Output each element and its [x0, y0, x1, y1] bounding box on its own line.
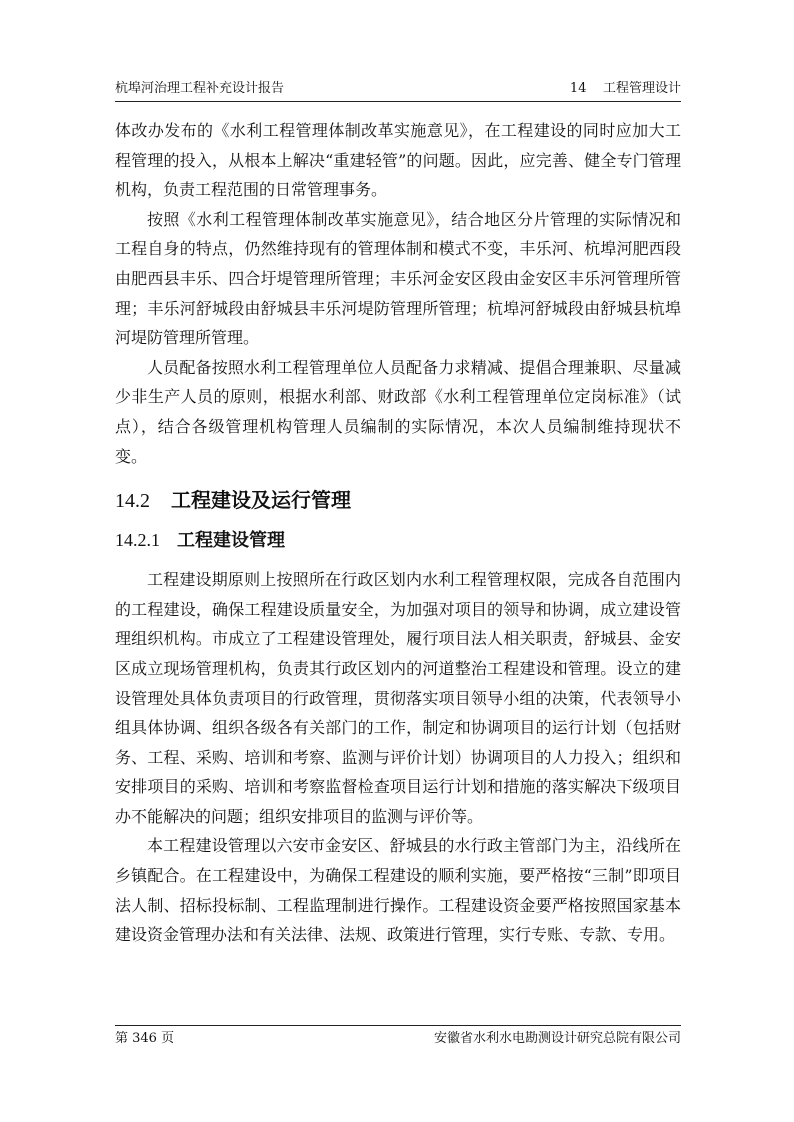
subsection-title: 工程建设管理 — [177, 530, 285, 552]
footer-organization: 安徽省水利水电勘测设计研究总院有限公司 — [433, 1031, 681, 1046]
footer-divider — [115, 1025, 681, 1026]
running-header — [115, 80, 681, 102]
header-divider — [115, 101, 681, 102]
subsection-heading — [115, 526, 681, 555]
paragraph-construction-management: 工程建设期原则上按照所在行政区划内水利工程管理权限，完成各自范围内的工程建设，确保工程建设质量安全，为加强对项目的领导和协调，成立建设管理组织机构。市成立了工程建设管理处，履行项目法人相关职责，舒城县、金安区成立现场管理机构，负责其行政区划内的河道整治工程建设和管理。设立的建设管理处具体负责项目的行政管理，贯彻落实项目领导小组的决策，代表领导小组具体协调、组织各级各有关部门的工作，制定和协调项目的运行计划（包括财务、工程、采购、培训和考察、监测与评价计划）协调项目的人力投入；组织和安排项目的采购、培训和考察监督检查项目运行计划和措施的落实解决下级项目办不能解决的问题；组织安排项目的监测与评价等。 — [115, 570, 681, 826]
section-title: 工程建设及运行管理 — [171, 488, 351, 513]
subsection-number: 14.2.1 — [115, 530, 160, 551]
section-number: 14.2 — [115, 490, 150, 513]
paragraph-management-system: 按照《水利工程管理体制改革实施意见》，结合地区分片管理的实际情况和工程自身的特点，仍然维持现有的管理体制和模式不变，丰乐河、杭埠河肥西段由肥西县丰乐、四合圩堤管理所管理；丰乐河金安区段由金安区丰乐河管理所管理；丰乐河舒城段由舒城县丰乐河堤防管理所管理；杭埠河舒城段由舒城县杭埠河堤防管理所管理。 — [115, 209, 681, 348]
paragraph-construction-funding: 本工程建设管理以六安市金安区、舒城县的水行政主管部门为主，沿线所在乡镇配合。在工程建设中，为确保工程建设的顺利实施，要严格按“三制”即项目法人制、招标投标制、工程监理制进行操作。工程建设资金要严格按照国家基本建设资金管理办法和有关法律、法规、政策进行管理，实行专账、专款、专用。 — [115, 836, 681, 945]
section-heading — [115, 485, 681, 516]
document-body — [115, 116, 681, 950]
paragraph-continued: 体改办发布的《水利工程管理体制改革实施意见》，在工程建设的同时应加大工程管理的投入，从根本上解决“重建轻管”的问题。因此，应完善、健全专门管理机构，负责工程范围的日常管理事务。 — [115, 121, 681, 200]
header-report-title: 杭埠河治理工程补充设计报告 — [115, 81, 285, 96]
page-number: 第 346 页 — [115, 1031, 175, 1046]
paragraph-staffing: 人员配备按照水利工程管理单位人员配备力求精减、提倡合理兼职、尽量减少非生产人员的原则，根据水利部、财政部《水利工程管理单位定岗标准》（试点），结合各级管理机构管理人员编制的实际情况，本次人员编制维持现状不变。 — [115, 357, 681, 466]
running-footer — [115, 1030, 681, 1050]
header-chapter-title: 14 工程管理设计 — [569, 81, 681, 96]
